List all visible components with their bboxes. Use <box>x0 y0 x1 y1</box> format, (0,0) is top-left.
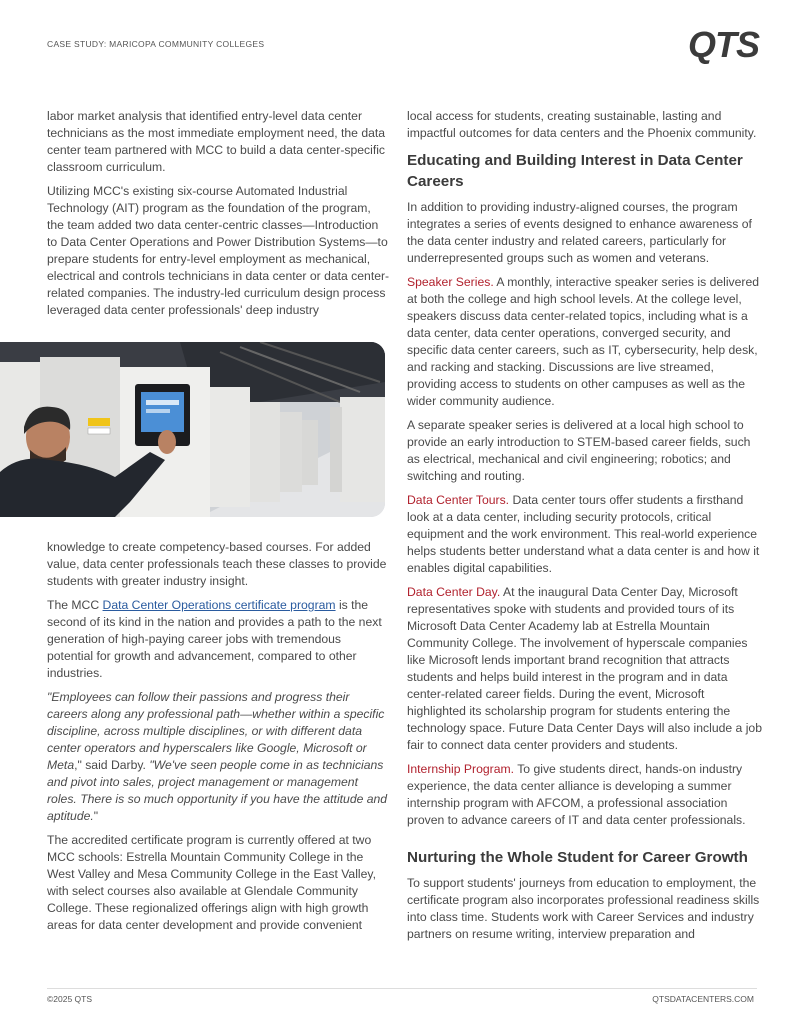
text-span: A monthly, interactive speaker series is delivered at both the college and high school levels. At the college level, speakers discuss data center-related topics, including what is a data center, data center operations, converged security, and specific data center careers, such as IT, cybersecurity, help desk, and racking and stacking. Discussions are live streamed, providing access to students on other campuses as well as the wider community audience. <box>407 275 760 408</box>
footer-divider <box>47 988 757 989</box>
paragraph <box>407 274 764 410</box>
paragraph: The accredited certificate program is currently offered at two MCC schools: Estrella Mountain Community College in the West Valley and Mesa Community College in the East Valley, with select courses also available at Glendale Community College. These regionalized offerings align with high growth areas for data center development and provide convenient <box>47 833 376 932</box>
paragraph: In addition to providing industry-aligned courses, the program integrates a series of events designed to enhance awareness of the data center industry and related careers, particularly for underrepresented groups such as women and veterans. <box>407 200 752 265</box>
left-column-bottom <box>47 539 390 941</box>
data-center-day-lead: Data Center Day. <box>407 585 501 599</box>
left-column-top <box>47 108 390 326</box>
text-span: is the second of its kind in the nation and provides a path to the next generation of high-paying career jobs with tremendous potential for growth and advancement, compared to other industries. <box>47 598 382 680</box>
technician-photo <box>0 342 385 517</box>
quote-paragraph <box>47 689 390 825</box>
qts-logo: QTS <box>688 24 760 65</box>
paragraph: Utilizing MCC's existing six-course Automated Industrial Technology (AIT) program as the foundation of the program, the team added two data center-centric classes—Introduction to Data Center Operations and Power Distribution Systems—to prepare students for entry-level employment as mechanical, electrical and controls technicians in data center or data center-related companies. The industry-led curriculum design process leveraged data center professionals' deep industry <box>47 184 390 317</box>
text-span: At the inaugural Data Center Day, Microsoft representatives spoke with students and provided tours of its Microsoft Data Center Academy lab at Estrella Mountain Community College. The involvement of hyperscale companies like Microsoft lends important brand recognition that attracts students and helps build interest in the program and in data center-related career fields. During the event, Microsoft highlighted its scholarship program for students entering the technology space. Future Data Center Days will also include a job fair to connect data center providers and students. <box>407 585 762 752</box>
text-span: The MCC <box>47 598 103 612</box>
paragraph <box>407 492 764 577</box>
paragraph <box>47 597 390 682</box>
document-header-label: CASE STUDY: MARICOPA COMMUNITY COLLEGES <box>47 39 265 49</box>
right-column <box>407 108 764 950</box>
footer-copyright: ©2025 QTS <box>47 994 93 1004</box>
paragraph: A separate speaker series is delivered at a local high school to provide an early introduction to STEM-based career fields, such as electrical, mechanical and civil engineering; robotics; and switching and routing. <box>407 418 751 483</box>
paragraph: To support students' journeys from education to employment, the certificate program also incorporates professional readiness skills into class time. Students work with Career Services and industry partners on resume writing, interview preparation and <box>407 876 760 941</box>
quote-text: "We've seen people come in as technicians and pivot into sales, project management or management roles. There is so much opportunity if you have the attitude and aptitude. <box>47 758 388 823</box>
paragraph: labor market analysis that identified entry-level data center technicians as the most immediate employment need, the data center team partnered with MCC to build a data center-specific classroom curriculum. <box>47 109 386 174</box>
footer-website: QTSDATACENTERS.COM <box>652 994 754 1004</box>
speaker-series-lead: Speaker Series. <box>407 275 494 289</box>
section-heading: Educating and Building Interest in Data Center Careers <box>407 152 743 190</box>
paragraph: local access for students, creating sustainable, lasting and impactful outcomes for data centers and the Phoenix community. <box>407 109 757 140</box>
attribution-text: ," said Darby. <box>74 758 150 772</box>
internship-program-lead: Internship Program. <box>407 762 515 776</box>
quote-close: " <box>93 809 99 823</box>
paragraph: knowledge to create competency-based courses. For added value, data center professionals teach these classes to provide students with greater industry insight. <box>47 540 387 588</box>
data-center-tours-lead: Data Center Tours. <box>407 493 510 507</box>
quote-text: "Employees can follow their passions and progress their careers along any professional path—whether within a specific discipline, across multiple disciplines, or with different data center operators and hyperscalers like Google, Microsoft or Meta <box>47 690 385 772</box>
section-heading: Nurturing the Whole Student for Career Growth <box>407 849 748 866</box>
certificate-program-link[interactable]: Data Center Operations certificate program <box>102 598 336 612</box>
paragraph <box>407 584 764 754</box>
text-span: Data center tours offer students a firsthand look at a data center, including security protocols, critical equipment and the work environment. This real-world experience helps students better understand what a data center is and how it enables digital capabilities. <box>407 493 760 575</box>
text-span: To give students direct, hands-on industry experience, the data center alliance is developing a summer internship program with AFCOM, a professional association proven to advance careers of IT and data center professionals. <box>407 762 746 827</box>
paragraph <box>407 761 764 829</box>
